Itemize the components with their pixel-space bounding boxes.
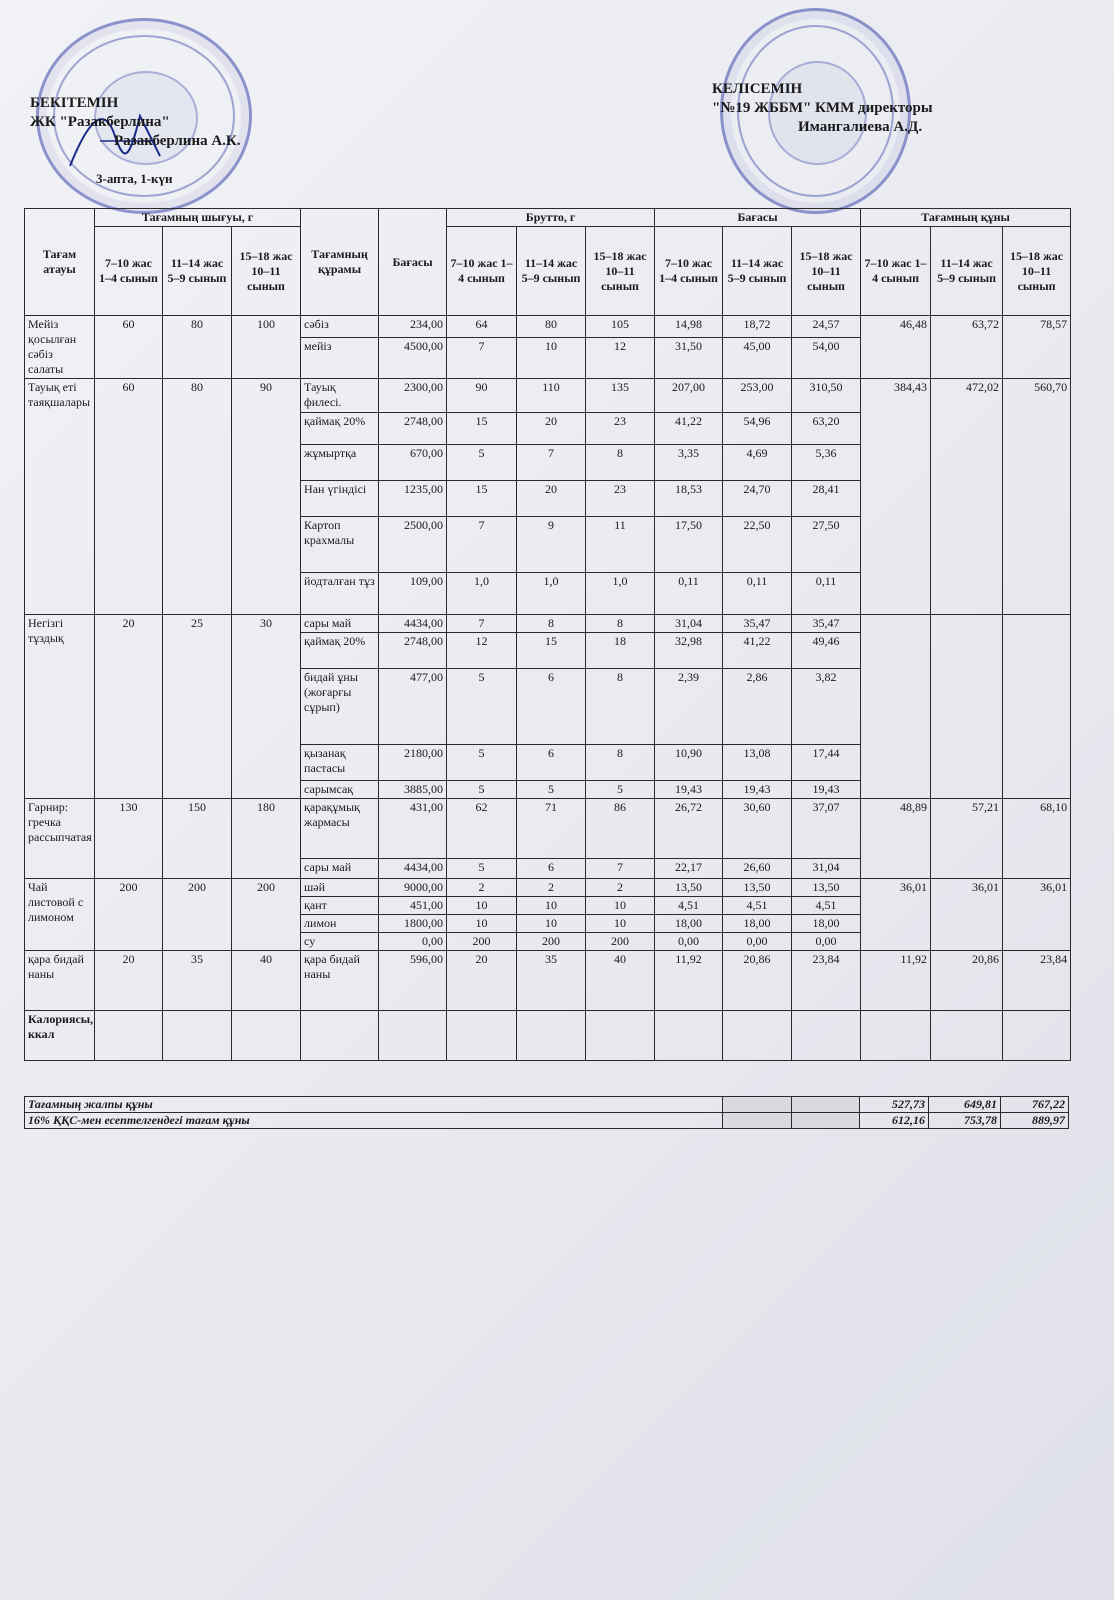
week-day-label: 3-апта, 1-күн (96, 171, 173, 186)
ingredient-gross: 10 (517, 915, 586, 933)
ingredient-price: 310,50 (792, 379, 861, 413)
ingredient-price: 0,00 (723, 933, 792, 951)
ingredient-gross: 10 (517, 337, 586, 378)
ingredient-unit-price: 670,00 (379, 445, 447, 481)
ingredient-price: 2,86 (723, 669, 792, 745)
total-vat-11-14: 753,78 (929, 1113, 1001, 1129)
ingredient-unit-price: 2300,00 (379, 379, 447, 413)
col-unit-price: Бағасы (379, 209, 447, 316)
dish-yield: 60 (95, 316, 163, 379)
ingredient-gross: 11 (586, 517, 655, 573)
empty-cell (447, 1011, 517, 1061)
dish-cost: 11,92 (861, 951, 931, 1011)
ingredient-price: 0,11 (723, 573, 792, 615)
dish-yield: 30 (232, 615, 301, 799)
price-age-7-10: 7–10 жас 1–4 сынып (655, 227, 723, 316)
ingredient-name: шәй (301, 879, 379, 897)
empty-cell (931, 1011, 1003, 1061)
ingredient-unit-price: 596,00 (379, 951, 447, 1011)
ingredient-price: 30,60 (723, 799, 792, 859)
ingredient-gross: 86 (586, 799, 655, 859)
ingredient-name: лимон (301, 915, 379, 933)
empty-cell (301, 1011, 379, 1061)
empty-cell (792, 1011, 861, 1061)
ingredient-gross: 62 (447, 799, 517, 859)
ingredient-name: су (301, 933, 379, 951)
ingredient-gross: 1,0 (586, 573, 655, 615)
ingredient-gross: 8 (586, 669, 655, 745)
ingredient-price: 0,11 (792, 573, 861, 615)
blank-cell (723, 1113, 792, 1129)
ingredient-price: 19,43 (655, 781, 723, 799)
dish-cost (861, 615, 931, 799)
ingredient-gross: 2 (517, 879, 586, 897)
total-cost-11-14: 649,81 (929, 1097, 1001, 1113)
empty-cell (723, 1011, 792, 1061)
ingredient-price: 0,11 (655, 573, 723, 615)
dish-yield: 200 (95, 879, 163, 951)
ingredient-gross: 200 (447, 933, 517, 951)
price-age-11-14: 11–14 жас 5–9 сынып (723, 227, 792, 316)
total-vat-7-10: 612,16 (860, 1113, 929, 1129)
total-cost-row (25, 1097, 1069, 1113)
total-cost-7-10: 527,73 (860, 1097, 929, 1113)
dish-name: қара бидай наны (25, 951, 95, 1011)
ingredient-name: сарымсақ (301, 781, 379, 799)
empty-cell (861, 1011, 931, 1061)
ingredient-gross: 10 (586, 897, 655, 915)
ingredient-gross: 23 (586, 413, 655, 445)
ingredient-gross: 1,0 (447, 573, 517, 615)
ingredient-gross: 5 (447, 669, 517, 745)
ingredient-price: 0,00 (792, 933, 861, 951)
ingredient-name: Тауық филесі. (301, 379, 379, 413)
ingredient-price: 4,51 (655, 897, 723, 915)
ingredient-gross: 7 (517, 445, 586, 481)
ingredient-gross: 5 (447, 859, 517, 879)
empty-cell (586, 1011, 655, 1061)
ingredient-unit-price: 431,00 (379, 799, 447, 859)
ingredient-gross: 135 (586, 379, 655, 413)
ingredient-price: 14,98 (655, 316, 723, 338)
ingredient-gross: 2 (447, 879, 517, 897)
yield-age-15-18: 15–18 жас 10–11 сынып (232, 227, 301, 316)
empty-cell (379, 1011, 447, 1061)
ingredient-price: 26,72 (655, 799, 723, 859)
dish-cost: 384,43 (861, 379, 931, 615)
menu-cost-table (24, 208, 1071, 1061)
ingredient-gross: 20 (517, 413, 586, 445)
gross-age-15-18: 15–18 жас 10–11 сынып (586, 227, 655, 316)
ingredient-name: қызанақ пастасы (301, 745, 379, 781)
ingredient-price: 31,04 (655, 615, 723, 633)
ingredient-gross: 12 (447, 633, 517, 669)
cost-age-15-18: 15–18 жас 10–11 сынып (1003, 227, 1071, 316)
dish-cost (931, 615, 1003, 799)
ingredient-price: 31,50 (655, 337, 723, 378)
dish-name: Тауық еті таяқшалары (25, 379, 95, 615)
dish-name: Негізгі тұздық (25, 615, 95, 799)
ingredient-gross: 20 (517, 481, 586, 517)
dish-cost: 48,89 (861, 799, 931, 879)
ingredient-name: қант (301, 897, 379, 915)
empty-cell (95, 1011, 163, 1061)
dish-yield: 150 (163, 799, 232, 879)
dish-yield: 130 (95, 799, 163, 879)
ingredient-row (25, 615, 1071, 633)
ingredient-price: 49,46 (792, 633, 861, 669)
gross-age-11-14: 11–14 жас 5–9 сынып (517, 227, 586, 316)
dish-cost: 68,10 (1003, 799, 1071, 879)
dish-cost: 36,01 (861, 879, 931, 951)
ingredient-price: 41,22 (655, 413, 723, 445)
ingredient-unit-price: 4434,00 (379, 859, 447, 879)
ingredient-price: 19,43 (723, 781, 792, 799)
group-portion-yield: Тағамның шығуы, г (95, 209, 301, 227)
ingredient-price: 18,72 (723, 316, 792, 338)
ingredient-gross: 5 (517, 781, 586, 799)
ingredient-price: 0,00 (655, 933, 723, 951)
calorie-row (25, 1011, 1071, 1061)
ingredient-row (25, 799, 1071, 859)
ingredient-gross: 7 (586, 859, 655, 879)
ingredient-name: мейіз (301, 337, 379, 378)
ingredient-price: 5,36 (792, 445, 861, 481)
ingredient-unit-price: 2748,00 (379, 633, 447, 669)
dish-name: Чай листовой с лимоном (25, 879, 95, 951)
ingredient-gross: 10 (517, 897, 586, 915)
dish-cost: 36,01 (931, 879, 1003, 951)
approval-block (30, 94, 241, 188)
ingredient-price: 10,90 (655, 745, 723, 781)
yield-age-7-10: 7–10 жас 1–4 сынып (95, 227, 163, 316)
ingredient-price: 31,04 (792, 859, 861, 879)
ingredient-price: 54,00 (792, 337, 861, 378)
ingredient-price: 13,08 (723, 745, 792, 781)
ingredient-price: 11,92 (655, 951, 723, 1011)
dish-yield: 20 (95, 615, 163, 799)
ingredient-price: 18,00 (655, 915, 723, 933)
ingredient-name: Картоп крахмалы (301, 517, 379, 573)
agreement-heading: КЕЛІСЕМІН (712, 81, 803, 97)
dish-yield: 20 (95, 951, 163, 1011)
ingredient-price: 26,60 (723, 859, 792, 879)
gross-age-7-10: 7–10 жас 1–4 сынып (447, 227, 517, 316)
ingredient-gross: 15 (447, 481, 517, 517)
ingredient-gross: 200 (586, 933, 655, 951)
ingredient-price: 32,98 (655, 633, 723, 669)
ingredient-price: 63,20 (792, 413, 861, 445)
yield-age-11-14: 11–14 жас 5–9 сынып (163, 227, 232, 316)
ingredient-gross: 10 (447, 915, 517, 933)
dish-cost: 20,86 (931, 951, 1003, 1011)
ingredient-gross: 18 (586, 633, 655, 669)
ingredient-name: сәбіз (301, 316, 379, 338)
ingredient-gross: 5 (447, 445, 517, 481)
ingredient-unit-price: 0,00 (379, 933, 447, 951)
ingredient-name: Нан үгіндісі (301, 481, 379, 517)
ingredient-price: 20,86 (723, 951, 792, 1011)
ingredient-gross: 64 (447, 316, 517, 338)
ingredient-price: 18,00 (723, 915, 792, 933)
ingredient-row (25, 379, 1071, 413)
total-vat-label: 16% ҚҚС-мен есептелгендегі тағам құны (25, 1113, 723, 1129)
ingredient-price: 4,51 (792, 897, 861, 915)
ingredient-price: 22,50 (723, 517, 792, 573)
ingredient-name: сары май (301, 615, 379, 633)
ingredient-price: 4,69 (723, 445, 792, 481)
dish-yield: 80 (163, 316, 232, 379)
ingredient-gross: 15 (447, 413, 517, 445)
ingredient-price: 207,00 (655, 379, 723, 413)
agreement-block (712, 80, 933, 137)
ingredient-name: бидай ұны (жоғарғы сұрып) (301, 669, 379, 745)
empty-cell (163, 1011, 232, 1061)
ingredient-price: 35,47 (723, 615, 792, 633)
ingredient-price: 35,47 (792, 615, 861, 633)
ingredient-unit-price: 3885,00 (379, 781, 447, 799)
empty-cell (1003, 1011, 1071, 1061)
ingredient-gross: 10 (586, 915, 655, 933)
agreement-organization: "№19 ЖББМ" КММ директоры (712, 100, 933, 116)
total-vat-15-18: 889,97 (1001, 1113, 1069, 1129)
ingredient-gross: 8 (586, 445, 655, 481)
dish-name: Гарнир: гречка рассыпчатая (25, 799, 95, 879)
ingredient-price: 19,43 (792, 781, 861, 799)
ingredient-gross: 110 (517, 379, 586, 413)
menu-table-body (25, 316, 1071, 1061)
ingredient-price: 22,17 (655, 859, 723, 879)
ingredient-price: 24,57 (792, 316, 861, 338)
ingredient-unit-price: 2748,00 (379, 413, 447, 445)
totals-table (24, 1096, 1069, 1129)
group-price: Бағасы (655, 209, 861, 227)
blank-cell (792, 1097, 860, 1113)
ingredient-unit-price: 1800,00 (379, 915, 447, 933)
ingredient-gross: 5 (447, 745, 517, 781)
ingredient-gross: 5 (586, 781, 655, 799)
ingredient-gross: 5 (447, 781, 517, 799)
ingredient-gross: 1,0 (517, 573, 586, 615)
calorie-label: Калориясы, ккал (25, 1011, 95, 1061)
approval-heading: БЕКІТЕМІН (30, 95, 119, 111)
ingredient-name: қаймақ 20% (301, 413, 379, 445)
dish-yield: 25 (163, 615, 232, 799)
ingredient-price: 253,00 (723, 379, 792, 413)
dish-yield: 80 (163, 379, 232, 615)
ingredient-unit-price: 109,00 (379, 573, 447, 615)
ingredient-unit-price: 1235,00 (379, 481, 447, 517)
ingredient-gross: 2 (586, 879, 655, 897)
empty-cell (517, 1011, 586, 1061)
price-age-15-18: 15–18 жас 10–11 сынып (792, 227, 861, 316)
agreement-signatory: Имангалиева А.Д. (798, 119, 923, 135)
empty-cell (655, 1011, 723, 1061)
empty-cell (232, 1011, 301, 1061)
ingredient-price: 28,41 (792, 481, 861, 517)
ingredient-gross: 12 (586, 337, 655, 378)
dish-cost: 57,21 (931, 799, 1003, 879)
group-gross-weight: Брутто, г (447, 209, 655, 227)
ingredient-gross: 6 (517, 745, 586, 781)
ingredient-unit-price: 4500,00 (379, 337, 447, 378)
ingredient-price: 17,44 (792, 745, 861, 781)
dish-yield: 40 (232, 951, 301, 1011)
ingredient-gross: 90 (447, 379, 517, 413)
dish-yield: 180 (232, 799, 301, 879)
ingredient-gross: 8 (586, 745, 655, 781)
dish-yield: 200 (163, 879, 232, 951)
ingredient-gross: 35 (517, 951, 586, 1011)
ingredient-price: 18,00 (792, 915, 861, 933)
ingredient-price: 4,51 (723, 897, 792, 915)
dish-cost: 46,48 (861, 316, 931, 379)
ingredient-name: йодталған тұз (301, 573, 379, 615)
ingredient-gross: 71 (517, 799, 586, 859)
ingredient-gross: 40 (586, 951, 655, 1011)
dish-yield: 60 (95, 379, 163, 615)
dish-yield: 90 (232, 379, 301, 615)
ingredient-gross: 15 (517, 633, 586, 669)
ingredient-price: 23,84 (792, 951, 861, 1011)
ingredient-name: қарақұмық жармасы (301, 799, 379, 859)
ingredient-price: 45,00 (723, 337, 792, 378)
ingredient-gross: 6 (517, 669, 586, 745)
approval-signatory: Разакберлина А.К. (114, 133, 241, 149)
ingredient-price: 13,50 (723, 879, 792, 897)
ingredient-unit-price: 2180,00 (379, 745, 447, 781)
ingredient-gross: 80 (517, 316, 586, 338)
blank-cell (723, 1097, 792, 1113)
ingredient-price: 3,35 (655, 445, 723, 481)
dish-cost: 36,01 (1003, 879, 1071, 951)
ingredient-name: қаймақ 20% (301, 633, 379, 669)
ingredient-gross: 8 (586, 615, 655, 633)
dish-yield: 200 (232, 879, 301, 951)
col-ingredient: Тағамның құрамы (301, 209, 379, 316)
ingredient-gross: 105 (586, 316, 655, 338)
ingredient-name: қара бидай наны (301, 951, 379, 1011)
ingredient-gross: 7 (447, 615, 517, 633)
dish-cost (1003, 615, 1071, 799)
ingredient-gross: 7 (447, 517, 517, 573)
ingredient-gross: 20 (447, 951, 517, 1011)
ingredient-price: 18,53 (655, 481, 723, 517)
dish-name: Мейіз қосылған сәбіз салаты (25, 316, 95, 379)
ingredient-price: 2,39 (655, 669, 723, 745)
dish-cost: 78,57 (1003, 316, 1071, 379)
ingredient-price: 13,50 (792, 879, 861, 897)
ingredient-price: 37,07 (792, 799, 861, 859)
total-cost-15-18: 767,22 (1001, 1097, 1069, 1113)
ingredient-price: 3,82 (792, 669, 861, 745)
dish-cost: 23,84 (1003, 951, 1071, 1011)
ingredient-unit-price: 4434,00 (379, 615, 447, 633)
approval-company: ЖК "Разакберлина" (30, 114, 170, 130)
ingredient-unit-price: 234,00 (379, 316, 447, 338)
dish-cost: 472,02 (931, 379, 1003, 615)
dish-yield: 100 (232, 316, 301, 379)
ingredient-price: 41,22 (723, 633, 792, 669)
blank-cell (792, 1113, 860, 1129)
ingredient-unit-price: 477,00 (379, 669, 447, 745)
ingredient-price: 24,70 (723, 481, 792, 517)
cost-age-7-10: 7–10 жас 1–4 сынып (861, 227, 931, 316)
ingredient-row (25, 316, 1071, 338)
ingredient-gross: 6 (517, 859, 586, 879)
ingredient-row (25, 951, 1071, 1011)
ingredient-price: 13,50 (655, 879, 723, 897)
ingredient-unit-price: 451,00 (379, 897, 447, 915)
total-vat-row (25, 1113, 1069, 1129)
ingredient-unit-price: 2500,00 (379, 517, 447, 573)
ingredient-price: 17,50 (655, 517, 723, 573)
ingredient-row (25, 879, 1071, 897)
col-dish-name: Тағам атауы (25, 209, 95, 316)
ingredient-unit-price: 9000,00 (379, 879, 447, 897)
ingredient-gross: 23 (586, 481, 655, 517)
ingredient-price: 27,50 (792, 517, 861, 573)
cost-age-11-14: 11–14 жас 5–9 сынып (931, 227, 1003, 316)
group-dish-cost: Тағамның құны (861, 209, 1071, 227)
total-cost-label: Тағамның жалпы құны (25, 1097, 723, 1113)
dish-cost: 63,72 (931, 316, 1003, 379)
ingredient-name: сары май (301, 859, 379, 879)
dish-cost: 560,70 (1003, 379, 1071, 615)
ingredient-gross: 10 (447, 897, 517, 915)
ingredient-gross: 200 (517, 933, 586, 951)
ingredient-gross: 7 (447, 337, 517, 378)
ingredient-gross: 8 (517, 615, 586, 633)
ingredient-name: жұмыртқа (301, 445, 379, 481)
dish-yield: 35 (163, 951, 232, 1011)
ingredient-gross: 9 (517, 517, 586, 573)
ingredient-price: 54,96 (723, 413, 792, 445)
